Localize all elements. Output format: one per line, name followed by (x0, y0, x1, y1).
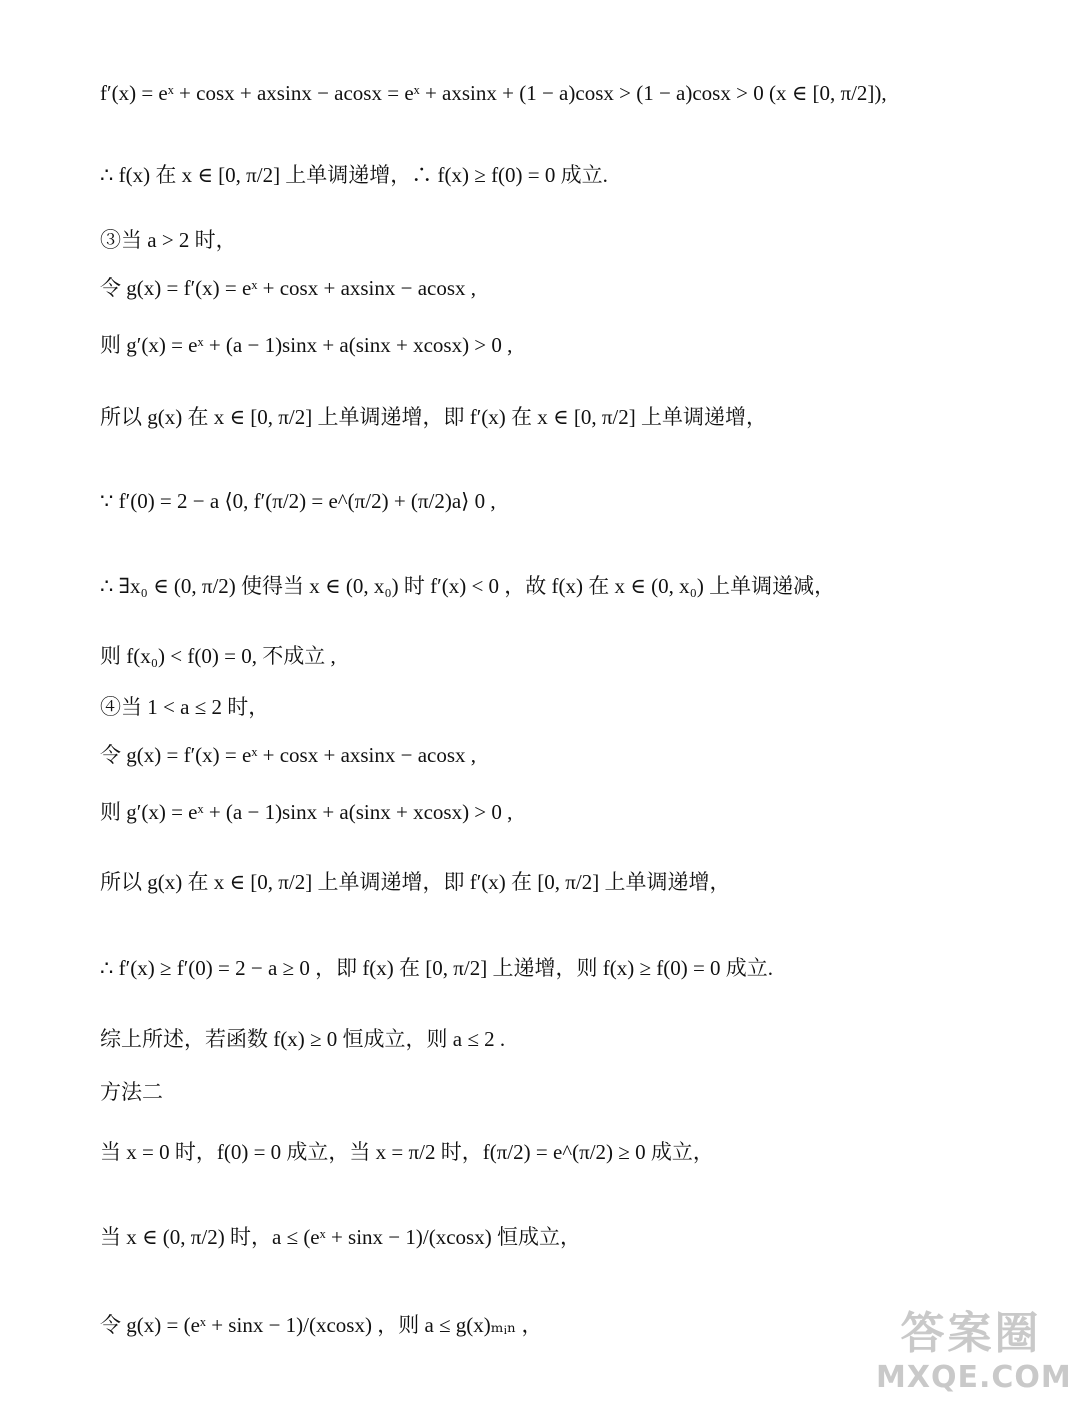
text-line-18: 当 x ∈ (0, π/2) 时，a ≤ (eˣ + sinx − 1)/(xcosx) 恒成立， (100, 1225, 581, 1249)
text-line-13: 所以 g(x) 在 x ∈ [0, π/2] 上单调递增，即 f′(x) 在 [0, π/2] 上单调递增， (100, 870, 731, 894)
text-line-17: 当 x = 0 时，f(0) = 0 成立，当 x = π/2 时，f(π/2) = e^(π/2) ≥ 0 成立， (100, 1140, 714, 1164)
text-line-14: ∴ f′(x) ≥ f′(0) = 2 − a ≥ 0 ，即 f(x) 在 [0, π/2] 上递增，则 f(x) ≥ f(0) = 0 成立. (100, 956, 774, 980)
text-line-7: ∵ f′(0) = 2 − a ⟨0, f′(π/2) = e^(π/2) + (π/2)a⟩ 0 , (100, 489, 496, 513)
text-line-6: 所以 g(x) 在 x ∈ [0, π/2] 上单调递增，即 f′(x) 在 x ∈ [0, π/2] 上单调递增， (100, 405, 767, 429)
text-line-19: 令 g(x) = (eˣ + sinx − 1)/(xcosx) ，则 a ≤ g(x)ₘᵢₙ ， (100, 1313, 543, 1337)
text-line-1: f′(x) = eˣ + cosx + axsinx − acosx = eˣ + axsinx + (1 − a)cosx > (1 − a)cosx > 0 (x ∈ [0, π/2]), (100, 81, 887, 105)
text-line-8: ∴ ∃x₀ ∈ (0, π/2) 使得当 x ∈ (0, x₀) 时 f′(x) < 0 ，故 f(x) 在 x ∈ (0, x₀) 上单调递减， (100, 574, 836, 598)
text-line-3: ③当 a > 2 时， (100, 228, 237, 252)
watermark-logo-text: 答案圈 (900, 1308, 1042, 1359)
site-watermark (876, 1308, 1072, 1405)
text-line-15: 综上所述，若函数 f(x) ≥ 0 恒成立，则 a ≤ 2 . (100, 1027, 506, 1051)
text-line-11: 令 g(x) = f′(x) = eˣ + cosx + axsinx − acosx , (100, 743, 477, 767)
watermark-domain: MXQE.COM (876, 1360, 1072, 1395)
text-line-4: 令 g(x) = f′(x) = eˣ + cosx + axsinx − acosx , (100, 276, 477, 300)
text-line-10: ④当 1 < a ≤ 2 时， (100, 695, 270, 719)
text-line-2: ∴ f(x) 在 x ∈ [0, π/2] 上单调递增，∴ f(x) ≥ f(0) = 0 成立. (100, 163, 608, 187)
text-line-16: 方法二 (100, 1080, 163, 1104)
text-line-9: 则 f(x₀) < f(0) = 0, 不成立 , (100, 644, 336, 668)
text-line-5: 则 g′(x) = eˣ + (a − 1)sinx + a(sinx + xcosx) > 0 , (100, 333, 513, 357)
text-line-12: 则 g′(x) = eˣ + (a − 1)sinx + a(sinx + xcosx) > 0 , (100, 800, 513, 824)
